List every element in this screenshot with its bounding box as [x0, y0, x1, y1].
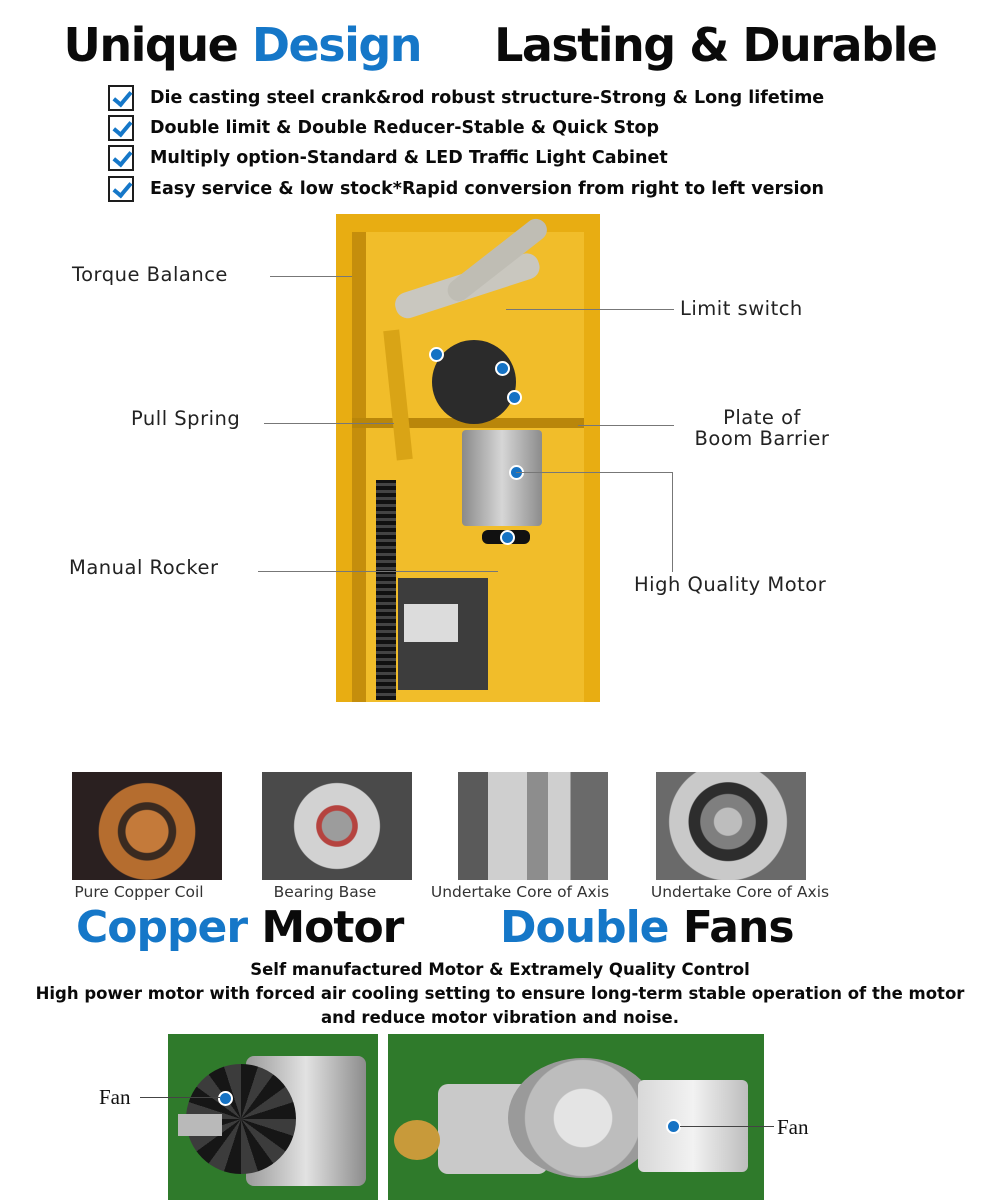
leader-line: [578, 425, 674, 426]
checkbox-icon: [108, 145, 134, 171]
label-manual-rocker: Manual Rocker: [69, 556, 219, 579]
axis-core-image: [458, 772, 608, 880]
bearing-base-image: [262, 772, 412, 880]
caption-undertake-core-of-axis: Undertake Core of Axis: [650, 883, 830, 901]
caption-bearing-base: Bearing Base: [273, 883, 377, 901]
marker-dot: [500, 530, 515, 545]
leader-line: [264, 423, 394, 424]
feature-text: Easy service & low stock*Rapid conversion from right to left version: [150, 179, 825, 199]
double-fans-heading: [500, 902, 794, 960]
leader-line: [680, 1126, 774, 1127]
description-line2: High power motor with forced air cooling setting to ensure long-term stable operation of the motor: [35, 984, 965, 1003]
heading-motor: Motor: [261, 902, 404, 953]
checkbox-icon: [108, 85, 134, 111]
leader-line: [672, 472, 673, 572]
feature-text: Die casting steel crank&rod robust structure-Strong & Long lifetime: [150, 88, 825, 108]
fan-motor-photo-right: [388, 1034, 764, 1200]
page-title: [0, 18, 1000, 84]
copper-coil-image: [72, 772, 222, 880]
motor-shape: [462, 430, 542, 526]
leader-line: [140, 1097, 220, 1098]
checkbox-icon: [108, 115, 134, 141]
caption-pure-copper-coil: Pure Copper Coil: [74, 883, 204, 901]
board-label: [404, 604, 458, 642]
cabinet-shadow: [352, 232, 366, 702]
marker-dot: [429, 347, 444, 362]
checkbox-icon: [108, 176, 134, 202]
title-unique: Unique: [63, 18, 238, 72]
leader-line: [516, 472, 672, 473]
fan-motor-photo-left: [168, 1034, 378, 1200]
label-limit-switch: Limit switch: [680, 297, 803, 320]
leader-line: [258, 571, 498, 572]
heading-double: Double: [500, 902, 669, 953]
feature-item: [108, 144, 668, 172]
marker-dot: [218, 1091, 233, 1106]
gearbox-shape: [508, 1058, 658, 1178]
feature-text: Double limit & Double Reducer-Stable & Quick Stop: [150, 118, 660, 138]
marker-dot: [507, 390, 522, 405]
caption-undertake-core-of-axis: Undertake Core of Axis: [430, 883, 610, 901]
description-line3: and reduce motor vibration and noise.: [321, 1008, 679, 1027]
description-line1: Self manufactured Motor & Extramely Quality Control: [250, 960, 750, 979]
marker-dot: [666, 1119, 681, 1134]
label-pull-spring: Pull Spring: [131, 407, 241, 430]
feature-item: [108, 84, 824, 112]
label-high-quality-motor: High Quality Motor: [634, 573, 827, 596]
shaft-shape: [178, 1114, 222, 1136]
feature-item: [108, 114, 659, 142]
label-torque-balance: Torque Balance: [72, 263, 228, 286]
title-lasting-durable: Lasting & Durable: [494, 18, 937, 72]
marker-dot: [495, 361, 510, 376]
leader-line: [270, 276, 352, 277]
spring-shape: [376, 480, 396, 700]
label-fan-right: Fan: [777, 1115, 809, 1139]
label-fan-left: Fan: [99, 1085, 131, 1109]
label-plate-of-boom-barrier: [678, 407, 846, 449]
gear-shape: [432, 340, 516, 424]
heading-fans: Fans: [682, 902, 794, 953]
label-plate-line2: Boom Barrier: [694, 427, 830, 450]
label-plate-line1: Plate of: [723, 406, 801, 429]
feature-item: [108, 175, 824, 203]
axis-core-image: [656, 772, 806, 880]
copper-motor-heading: [76, 902, 403, 960]
title-design: Design: [251, 18, 422, 72]
feature-text: Multiply option-Standard & LED Traffic Light Cabinet: [150, 148, 668, 168]
leader-line: [506, 309, 674, 310]
heading-copper: Copper: [76, 902, 248, 953]
brass-gear-shape: [394, 1120, 440, 1160]
